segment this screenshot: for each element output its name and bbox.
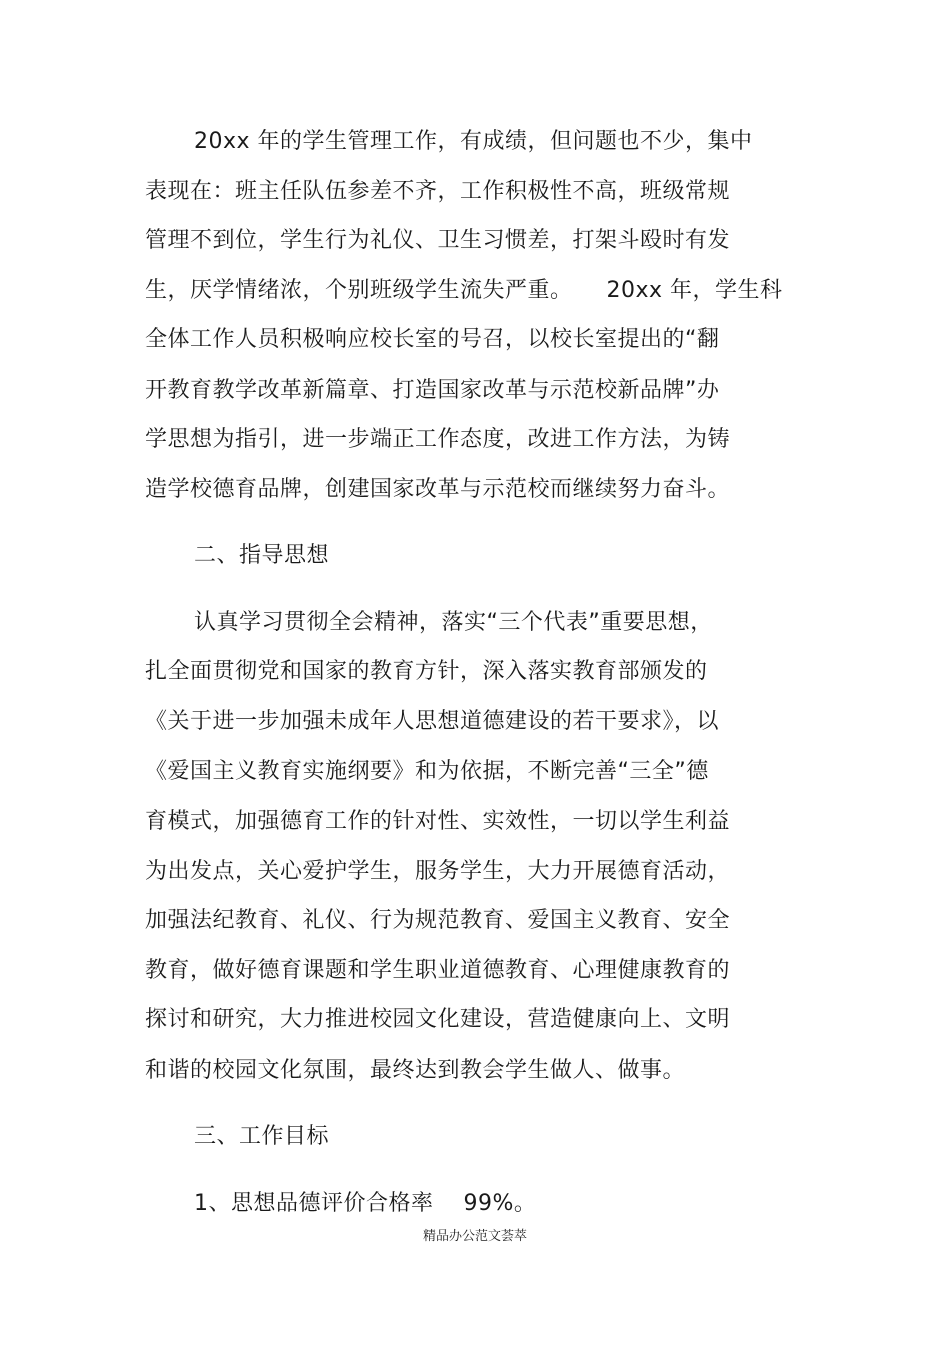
- paragraph-line: 教育，做好德育课题和学生职业道德教育、心理健康教育的: [145, 958, 731, 983]
- paragraph-line: 生，厌学情绪浓，个别班级学生流失严重。 20xx 年，学生科: [145, 278, 783, 303]
- goal-item: 1、思想品德评价合格率 99%。: [194, 1191, 537, 1216]
- page-footer: 精品办公范文荟萃: [422, 1229, 527, 1244]
- paragraph-line: 管理不到位，学生行为礼仪、卫生习惯差，打架斗殴时有发: [145, 228, 731, 253]
- paragraph-line: 学思想为指引，进一步端正工作态度，改进工作方法，为铸: [145, 427, 731, 452]
- paragraph-line: 加强法纪教育、礼仪、行为规范教育、爱国主义教育、安全: [145, 908, 731, 933]
- paragraph-line: 20xx 年的学生管理工作，有成绩，但问题也不少，集中: [194, 129, 753, 154]
- paragraph-line: 和谐的校园文化氛围，最终达到教会学生做人、做事。: [145, 1058, 686, 1083]
- section-heading: 二、指导思想: [194, 543, 330, 568]
- paragraph-line: 育模式，加强德育工作的针对性、实效性，一切以学生利益: [145, 809, 731, 834]
- section-heading: 三、工作目标: [194, 1124, 330, 1149]
- paragraph-line: 开教育教学改革新篇章、打造国家改革与示范校新品牌”办: [145, 378, 720, 403]
- paragraph-line: 扎全面贯彻党和国家的教育方针，深入落实教育部颁发的: [145, 659, 708, 684]
- paragraph-line: 《关于进一步加强未成年人思想道德建设的若干要求》，以: [145, 709, 720, 734]
- paragraph-line: 造学校德育品牌，创建国家改革与示范校而继续努力奋斗。: [145, 477, 731, 502]
- paragraph-line: 为出发点，关心爱护学生，服务学生，大力开展德育活动，: [145, 859, 731, 884]
- paragraph-line: 表现在：班主任队伍参差不齐，工作积极性不高，班级常规: [145, 179, 731, 204]
- paragraph-line: 全体工作人员积极响应校长室的号召，以校长室提出的“翻: [145, 327, 720, 352]
- paragraph-line: 探讨和研究，大力推进校园文化建设，营造健康向上、文明: [145, 1007, 731, 1032]
- paragraph-line: 认真学习贯彻全会精神，落实“三个代表”重要思想，: [194, 610, 713, 635]
- paragraph-line: 《爱国主义教育实施纲要》和为依据，不断完善“三全”德: [145, 759, 709, 784]
